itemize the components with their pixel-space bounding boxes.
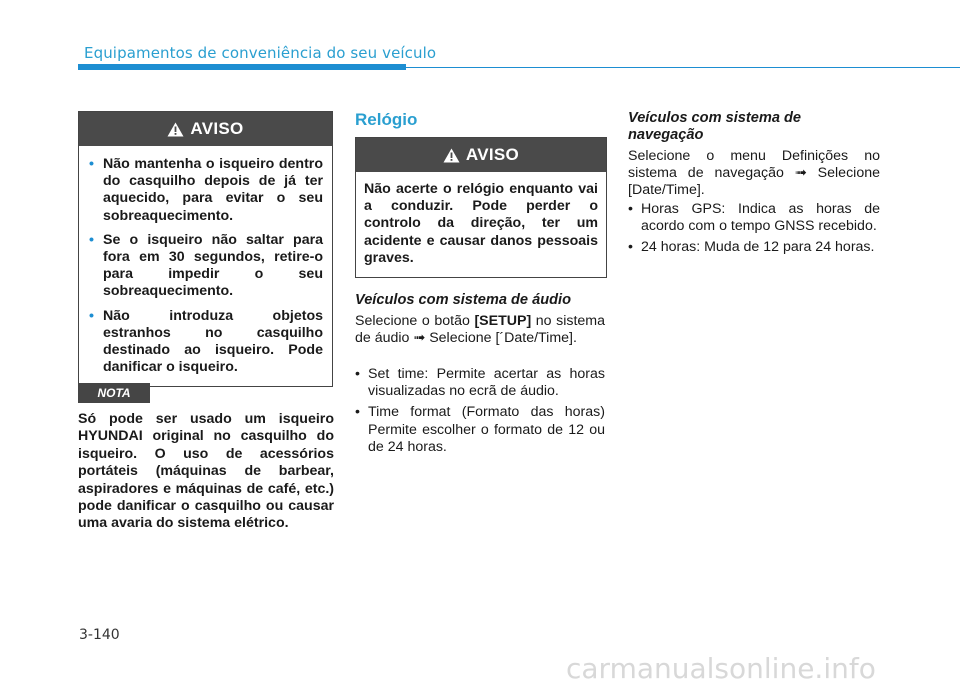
warning-heading: AVISO [465, 145, 520, 164]
warning-body [356, 172, 606, 277]
list-item: • Não introduza objetos estranhos no casquilho destinado ao isqueiro. Pode danificar o isqueiro. [89, 307, 323, 376]
bullet-icon: • [89, 231, 94, 248]
bullet-icon: • [628, 239, 633, 256]
audio-intro: Selecione o botão [SETUP] no sistema de áudio ➟ Selecione [´Date/Time]. [355, 313, 605, 347]
audio-list [355, 366, 605, 460]
clock-warning-box [355, 137, 607, 278]
list-item: • Horas GPS: Indica as horas de acordo com o tempo GNSS recebido. [628, 201, 880, 235]
warning-list [89, 156, 323, 376]
navigation-list [628, 201, 880, 261]
navigation-intro: Selecione o menu Definições no sistema de navegação ➟ Selecione [Date/Time]. [628, 148, 880, 199]
bullet-icon: • [355, 366, 360, 382]
setup-button-label: [SETUP] [474, 313, 532, 329]
warning-body [79, 146, 332, 386]
nota-text: Só pode ser usado um isqueiro HYUNDAI original no casquilho do isqueiro. O uso de acessórios portáteis (máquinas de barbear, aspiradores e máquinas de café, etc.) pode danificar o casquilho ou causar uma avaria do sistema elétrico. [78, 411, 334, 532]
warning-header [79, 112, 332, 146]
navigation-heading: Veículos com sistema de navegação [628, 110, 802, 143]
section-heading-clock: Relógio [355, 110, 418, 129]
page-number: 3-140 [79, 627, 120, 643]
bullet-icon: • [355, 404, 360, 421]
warning-text: Não acerte o relógio enquanto vai a conduzir. Pode perder o controlo da direção, ter um acidente e causar danos pessoais graves. [364, 181, 598, 266]
audio-heading: Veículos com sistema de áudio [355, 292, 572, 308]
header-rule [406, 67, 960, 68]
list-item: • Não mantenha o isqueiro dentro do casquilho depois de já ter aquecido, para evitar o seu sobreaquecimento. [89, 156, 323, 224]
left-warning-box [78, 111, 333, 387]
nota-badge: NOTA [78, 383, 150, 403]
bullet-icon: • [89, 156, 94, 172]
header-accent-bar [78, 64, 406, 70]
warning-heading: AVISO [190, 119, 244, 138]
bullet-icon: • [89, 307, 94, 324]
warning-triangle-icon [167, 122, 184, 137]
warning-triangle-icon [443, 148, 460, 163]
bullet-icon: • [628, 201, 633, 217]
list-item: • Set time: Permite acertar as horas visualizadas no ecrã de áudio. [355, 366, 605, 400]
list-item: • Se o isqueiro não saltar para fora em 30 segundos, retire-o para impedir o seu sobreaquecimento. [89, 231, 323, 300]
watermark: carmanualsonline.info [566, 652, 876, 685]
list-item: • Time format (Formato das horas) Permite escolher o formato de 12 ou de 24 horas. [355, 404, 605, 455]
warning-header [356, 138, 606, 172]
list-item: • 24 horas: Muda de 12 para 24 horas. [628, 239, 875, 256]
chapter-title: Equipamentos de conveniência do seu veículo [84, 44, 437, 62]
